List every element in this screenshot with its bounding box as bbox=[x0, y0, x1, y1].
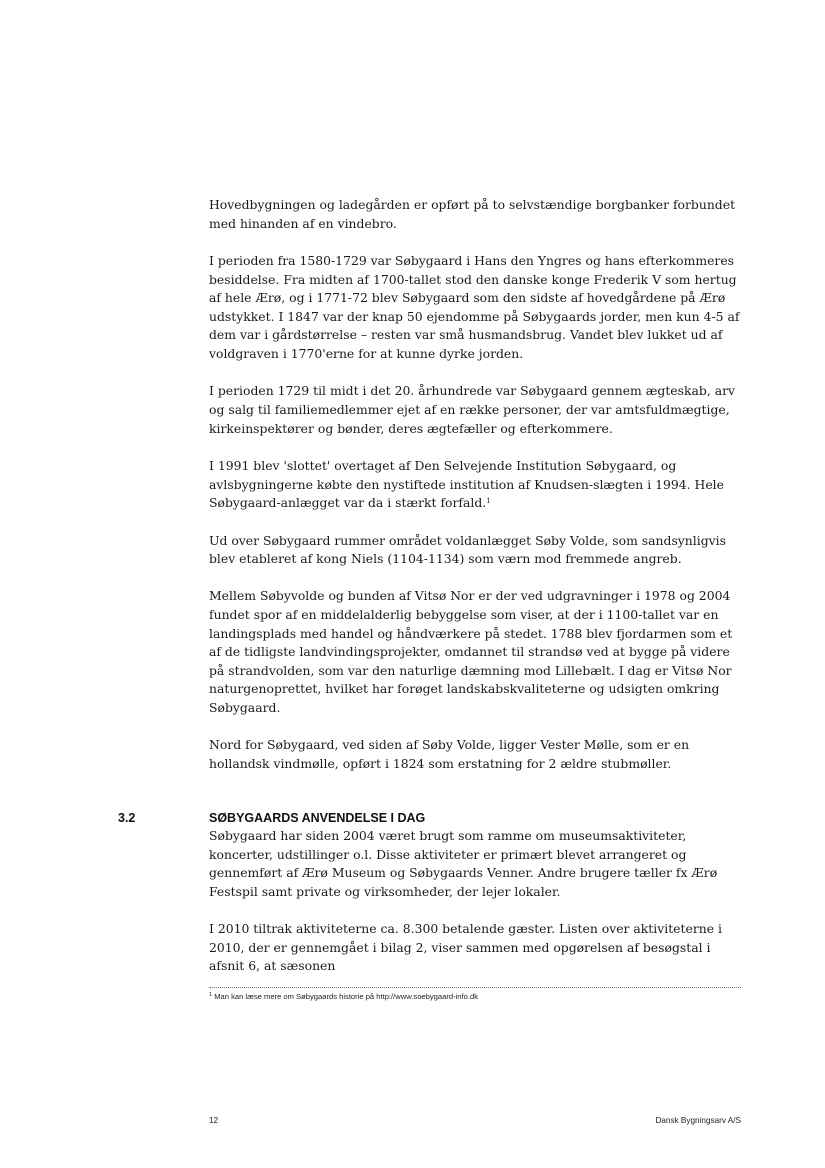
paragraph-soeby-volde: Ud over Søbygaard rummer området voldanlægget Søby Volde, som sandsynligvis blev etableret af kong Niels (1104-1134) som værn mod fremmede angreb. bbox=[209, 532, 726, 567]
footnote-text: Man kan læse mere om Søbygaards historie på http://www.soebygaard-info.dk bbox=[214, 992, 478, 1001]
paragraph-gaester-2010: I 2010 tiltrak aktiviteterne ca. 8.300 betalende gæster. Listen over aktiviteterne i 2010, der er gennemgået i bilag 2, viser sammen med opgørelsen af besøgstal i afsnit 6, at sæsonen bbox=[209, 921, 722, 974]
paragraph-hans-den-yngre: I perioden fra 1580-1729 var Søbygaard i Hans den Yngres og hans efterkommeres besiddelse. Fra midten af 1700-tallet stod den danske konge Frederik V som hertug af hele Ærø, og i 1771-72 blev Søbygaard som den sidste af hovedgårdene på Ærø udstykket. I 1847 var der knap 50 ejendomme på Søbygaards jorder, men kun 4-5 af dem var i gårdstørrelse – resten var små husmandsbrug. Vandet blev lukket ud af voldgraven i 1770'erne for at kunne dyrke jorden. bbox=[209, 252, 740, 361]
section-heading: SØBYGAARDS ANVENDELSE I DAG bbox=[209, 811, 426, 825]
history-text-block bbox=[209, 196, 744, 774]
section-number: 3.2 bbox=[118, 811, 136, 825]
footnote-divider bbox=[209, 987, 741, 988]
publisher-name: Dansk Bygningsarv A/S bbox=[655, 1116, 741, 1125]
footnote-reference: 1 bbox=[486, 497, 491, 506]
paragraph-aegteskab-arv-salg: I perioden 1729 til midt i det 20. århundrede var Søbygaard gennem ægteskab, arv og salg til familiemedlemmer ejet af en række personer, der var amtsfuldmægtige, kirkeinspektører og bønder, deres ægtefæller og efterkommere. bbox=[209, 383, 736, 436]
footnote-marker: 1 bbox=[209, 992, 213, 998]
paragraph-selvejende-institution-text: I 1991 blev 'slottet' overtaget af Den Selvejende Institution Søbygaard, og avlsbygningerne købte den nystiftede institution af Knudsen-slægten i 1994. Hele Søbygaard-anlægget var da i stærkt forfald. bbox=[209, 457, 724, 511]
paragraph-selvejende-institution bbox=[209, 457, 744, 513]
section-text-block bbox=[209, 827, 744, 976]
paragraph-borgbanker: Hovedbygningen og ladegården er opført på to selvstændige borgbanker forbundet med hinanden af en vindebro. bbox=[209, 197, 736, 231]
paragraph-vitsoe-nor: Mellem Søbyvolde og bunden af Vitsø Nor er der ved udgravninger i 1978 og 2004 fundet spor af en middelalderlig bebyggelse som viser, at der i 1100-tallet var en landingsplads med handel og håndværkere på stedet. 1788 blev fjordarmen som et af de tidligste landvindingsprojekter, omdannet til strandsø ved at bygge på videre på strandvolden, som var den naturlige dæmning mod Lillebælt. I dag er Vitsø Nor naturgenoprettet, hvilket har forøget landskabskvaliteterne og udsigten omkring Søbygaard. bbox=[209, 588, 733, 716]
paragraph-anvendelse: Søbygaard har siden 2004 været brugt som ramme om museumsaktiviteter, koncerter, udstillinger o.l. Disse aktiviteter er primært blevet arrangeret og gennemført af Ærø Museum og Søbygaards Venner. Andre brugere tæller fx Ærø Festspil samt private og virksomheder, der lejer lokaler. bbox=[209, 828, 718, 899]
footnote bbox=[209, 992, 478, 1001]
paragraph-vester-moelle: Nord for Søbygaard, ved siden af Søby Volde, ligger Vester Mølle, som er en hollandsk vindmølle, opført i 1824 som erstatning for 2 ældre stubmøller. bbox=[209, 737, 690, 772]
page-number: 12 bbox=[209, 1116, 219, 1125]
